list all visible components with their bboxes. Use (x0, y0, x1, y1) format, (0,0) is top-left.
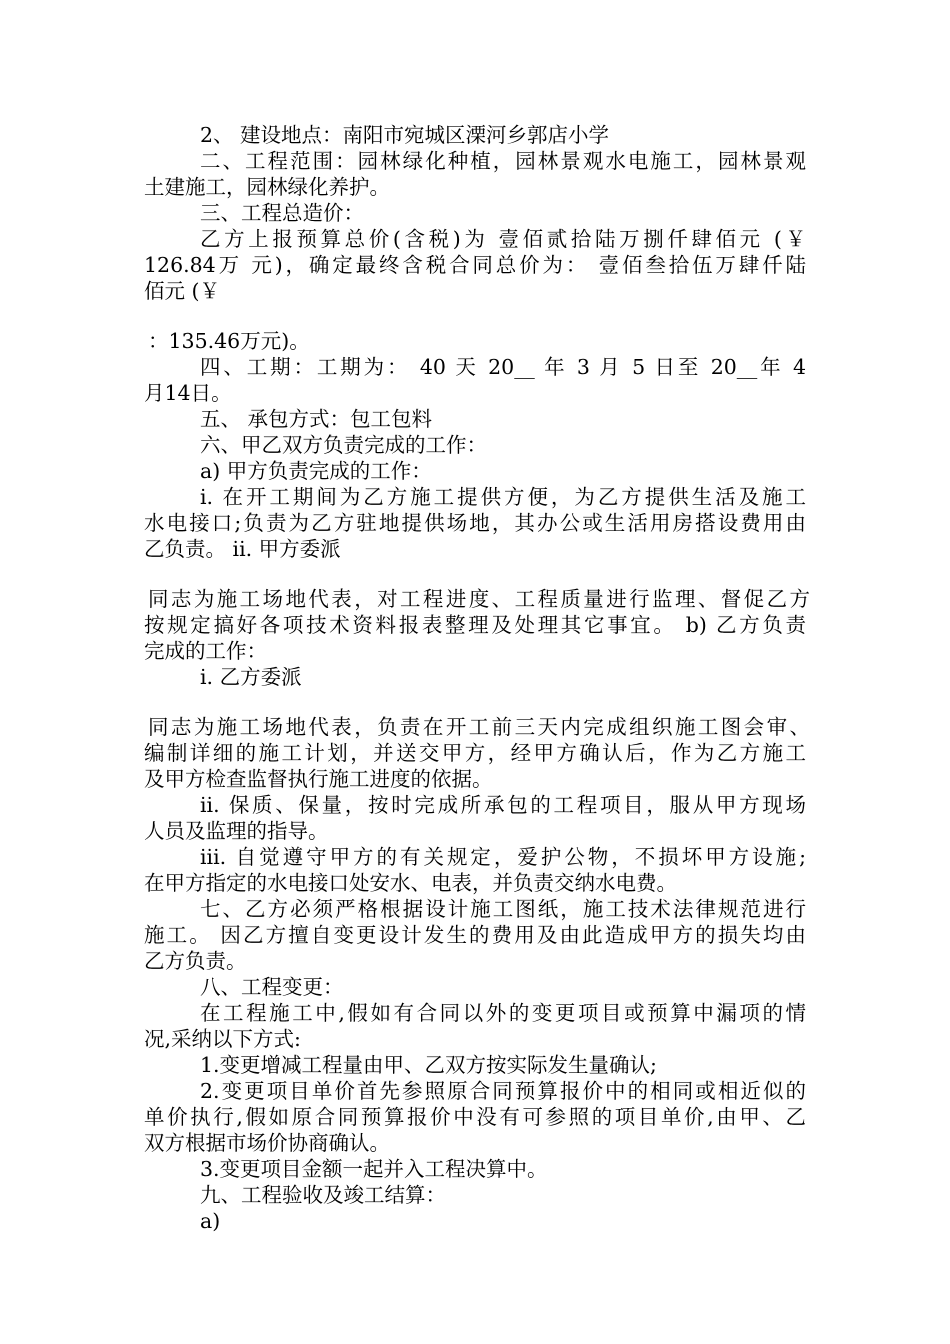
text-line: 完成的工作： (144, 639, 267, 663)
text-line: 按规定搞好各项技术资料报表整理及处理其它事宜。 b) 乙方负责 (144, 613, 806, 637)
text-line: 八、工程变更： (200, 975, 344, 999)
text-line: 六、甲乙双方负责完成的工作： (200, 433, 487, 457)
text-line: 人员及监理的指导。 (144, 819, 329, 843)
text-line: 同志为施工场地代表，负责在开工前三天内完成组织施工图会审、 (148, 715, 810, 739)
text-line: 五、 承包方式：包工包料 (200, 407, 433, 431)
text-line: 在工程施工中,假如有合同以外的变更项目或预算中漏项的情 (200, 1001, 806, 1025)
text-line: 3.变更项目金额一起并入工程决算中。 (200, 1157, 548, 1181)
text-line: a) 甲方负责完成的工作： (200, 459, 432, 483)
text-line: iii. 自觉遵守甲方的有关规定，爱护公物，不损坏甲方设施; (200, 845, 806, 869)
text-line: ：135.46万元)。 (148, 329, 310, 353)
text-line: 126.84万 元)，确定最终含税合同总价为： 壹佰叁拾伍万肆仟陆 (144, 253, 806, 277)
text-line: 况,采纳以下方式: (144, 1027, 301, 1051)
text-line: 乙方负责。 (144, 949, 247, 973)
text-line: 九、工程验收及竣工结算： (200, 1183, 446, 1207)
text-line: 单价执行,假如原合同预算报价中没有可参照的项目单价,由甲、乙 (144, 1105, 806, 1129)
text-line: 及甲方检查监督执行施工进度的依据。 (144, 767, 493, 791)
text-line: 四、工期：工期为： 40 天 20__ 年 3 月 5 日至 20__年 4 (200, 355, 806, 379)
text-line: 施工。 因乙方擅自变更设计发生的费用及由此造成甲方的损失均由 (144, 923, 806, 947)
text-line: 编制详细的施工计划，并送交甲方，经甲方确认后，作为乙方施工 (144, 741, 806, 765)
text-line: 三、工程总造价： (200, 201, 364, 225)
text-line: 在甲方指定的水电接口处安水、电表，并负责交纳水电费。 (144, 871, 677, 895)
text-line: 佰元 (￥ (144, 279, 221, 303)
text-line: a) (200, 1209, 221, 1233)
text-line: 同志为施工场地代表，对工程进度、工程质量进行监理、督促乙方 (148, 587, 810, 611)
text-line: 七、乙方必须严格根据设计施工图纸，施工技术法律规范进行 (200, 897, 806, 921)
text-line: i. 乙方委派 (200, 665, 302, 689)
text-line: 2.变更项目单价首先参照原合同预算报价中的相同或相近似的 (200, 1079, 806, 1103)
text-line: 水电接口;负责为乙方驻地提供场地，其办公或生活用房搭设费用由 (144, 511, 806, 535)
text-line: i. 在开工期间为乙方施工提供方便，为乙方提供生活及施工 (200, 485, 806, 509)
text-line: ii. 保质、保量，按时完成所承包的工程项目，服从甲方现场 (200, 793, 806, 817)
text-line: 乙方上报预算总价(含税)为 壹佰贰拾陆万捌仟肆佰元 (￥ (200, 227, 806, 251)
text-line: 乙负责。 ii. 甲方委派 (144, 537, 341, 561)
text-line: 双方根据市场价协商确认。 (144, 1131, 390, 1155)
text-line: 月14日。 (144, 381, 232, 405)
text-line: 2、 建设地点：南阳市宛城区溧河乡郭店小学 (200, 123, 610, 147)
text-line: 二、工程范围：园林绿化种植，园林景观水电施工，园林景观 (200, 149, 806, 173)
text-line: 土建施工，园林绿化养护。 (144, 175, 390, 199)
text-line: 1.变更增减工程量由甲、乙双方按实际发生量确认; (200, 1053, 657, 1077)
